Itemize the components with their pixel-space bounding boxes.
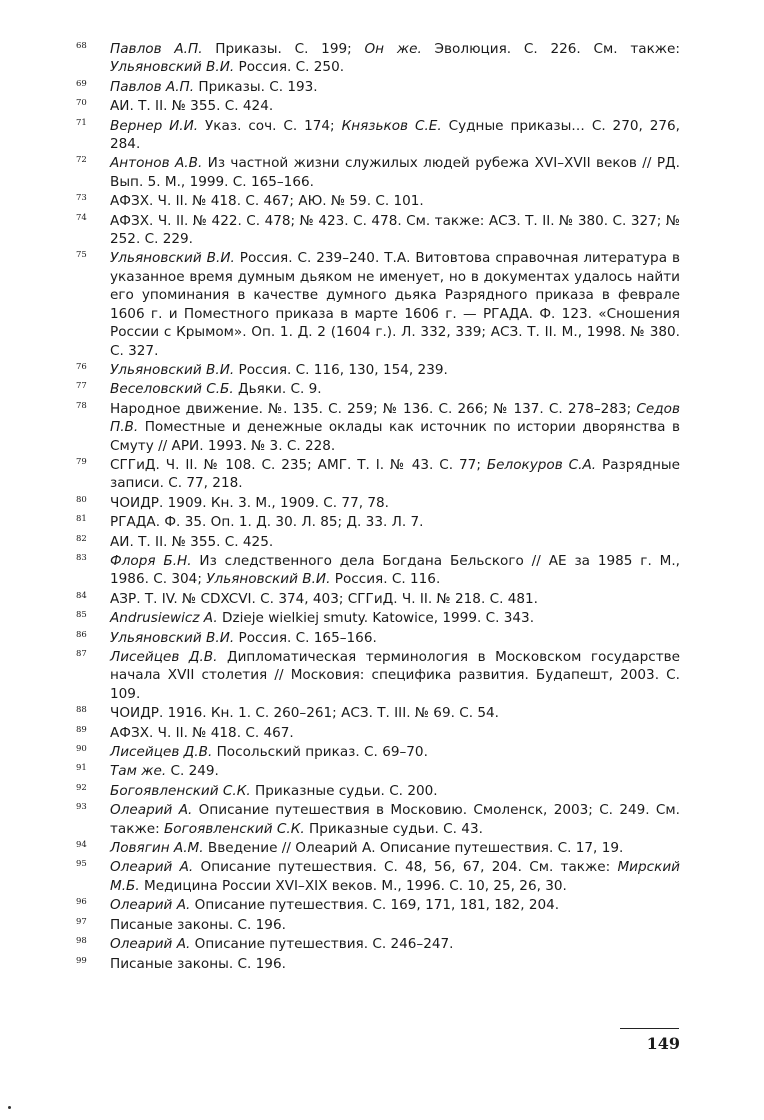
footnote-73 [76,192,680,210]
footnote-79 [76,456,680,493]
footnote-number: 72 [76,155,87,166]
footnote-citation: РГАДА. Ф. 35. Оп. 1. Д. 30. Л. 85; Д. 33. Л. 7. [110,514,424,531]
footnote-87 [76,648,680,703]
footnote-text [110,783,438,799]
footnote-author: Олеарий А. [110,936,191,953]
footnote-97 [76,916,680,934]
footnote-citation: АФЗХ. Ч. II. № 418. С. 467; АЮ. № 59. С. 101. [110,193,424,210]
footnote-text [110,840,623,856]
footnote-text [110,859,680,893]
footnote-number: 86 [76,629,87,640]
footnote-number: 90 [76,744,87,755]
footnote-text [110,649,680,702]
footnote-citation: Из следственного дела Богдана Бельского // АЕ за 1985 г. М., 1986. С. 304; [110,552,680,588]
footnote-96 [76,896,680,914]
footnote-69 [76,78,680,96]
footnote-text [110,362,448,378]
footnote-author: Белокуров С.А. [486,456,597,473]
footnote-94 [76,839,680,857]
footnote-author: Богоявленский С.К. [163,820,305,837]
footnote-citation: Из частной жизни служилых людей рубежа XVI–XVII веков // РД. Вып. 5. М., 1999. С. 165–166. [110,155,680,190]
footnote-author: Ульяновский В.И. [110,361,235,378]
footnote-number: 69 [76,78,87,89]
footnote-author: Ульяновский В.И. [206,571,331,588]
footnote-citation: Приказы. С. 199; [202,41,365,57]
footnote-citation: АФЗХ. Ч. II. № 422. С. 478; № 423. С. 478. См. также: АСЗ. Т. II. № 380. С. 327; № 252. С. 229. [110,212,680,248]
footnote-citation: Поместные и денежные оклады как источник по истории дворянства в Смуту // АРИ. 1993. № 3. С. 228. [110,419,680,454]
footnote-77 [76,380,680,398]
page-number: 149 [646,1034,680,1053]
footnote-number: 70 [76,98,87,109]
footnotes-list [76,40,680,974]
footnote-text [110,250,680,358]
footnote-text [110,155,680,189]
footnote-86 [76,629,680,647]
footnote-75 [76,249,680,359]
footnote-number: 80 [76,494,87,505]
footnote-text [110,98,273,114]
footnote-citation: Посольский приказ. С. 69–70. [212,744,428,761]
footnote-citation: АЗР. Т. IV. № CDXCVI. С. 374, 403; СГГиД. Ч. II. № 218. С. 481. [110,590,538,607]
footnote-text [110,763,219,779]
footnote-number: 94 [76,840,87,851]
footnote-83 [76,552,680,589]
footnote-author: Вернер И.И. [110,117,199,134]
footnote-citation: Писаные законы. С. 196. [110,955,286,972]
footnote-citation: Описание путешествия. С. 246–247. [190,936,454,953]
footnote-text [110,401,680,454]
footnote-number: 79 [76,456,87,467]
footnote-84 [76,590,680,608]
footnote-76 [76,361,680,379]
footnote-85 [76,609,680,627]
footnote-71 [76,117,680,154]
footnote-citation: Россия. С. 250. [234,59,345,76]
footnote-author: Ульяновский В.И. [110,59,235,76]
footnote-number: 88 [76,705,87,716]
footnote-text [110,213,680,247]
footnote-text [110,705,499,721]
footnote-68 [76,40,680,77]
footnote-74 [76,212,680,249]
scan-speck [8,1106,11,1109]
footnote-citation: ЧОИДР. 1916. Кн. 1. С. 260–261; АСЗ. Т. III. № 69. С. 54. [110,705,499,722]
footnote-90 [76,743,680,761]
footnote-number: 77 [76,381,87,392]
footnote-author: Ульяновский В.И. [110,629,235,646]
footnote-text [110,917,286,933]
footnote-author: Лисейцев Д.В. [110,649,218,665]
footnote-author: Богоявленский С.К. [110,782,251,799]
footnote-citation: Судные приказы… С. 270, 276, 284. [110,117,681,153]
footnote-number: 87 [76,649,87,659]
footnote-text [110,725,294,741]
footnote-92 [76,782,680,800]
footnote-number: 91 [76,763,87,774]
footnote-author: Там же. [110,763,167,780]
footnote-80 [76,494,680,512]
footnote-number: 84 [76,590,87,601]
footnote-author: Он же. [364,41,422,57]
footnote-91 [76,762,680,780]
footnote-citation: АИ. Т. II. № 355. С. 425. [110,533,274,550]
footnote-citation: Дьяки. С. 9. [233,381,322,398]
footnote-citation: Введение // Олеарий А. Описание путешествия. С. 17, 19. [203,840,624,857]
footnote-text [110,897,559,913]
footnote-number: 85 [76,610,87,621]
footnote-citation: Приказные судьи. С. 200. [250,782,438,799]
footnote-number: 82 [76,533,87,544]
footnote-number: 98 [76,936,87,947]
footnote-citation: ЧОИДР. 1909. Кн. 3. М., 1909. С. 77, 78. [110,494,389,511]
footnote-text [110,79,318,95]
footnote-citation: Россия. С. 239–240. Т.А. Витовтова справочная литература в указанное время думным дьяком не именует, но в документах удалось найти его упоминания в качестве думного дьяка Разрядного приказа в феврале 1606 г. и Поместного приказа в марте 1606 г. — РГАДА. Ф. 123. «Сношения России с Крымом». Оп. 1. Д. 2 (1604 г.). Л. 332, 339; АСЗ. Т. II. М., 1998. № 380. С. 327. [110,250,680,359]
footnote-citation: СГГиД. Ч. II. № 108. С. 235; АМГ. Т. I. № 43. С. 77; [110,456,487,473]
footnote-number: 76 [76,361,87,372]
footnote-text [110,553,680,587]
footnote-text [110,630,377,646]
footnote-citation: Россия. С. 116, 130, 154, 239. [234,361,448,378]
footnote-citation: Россия. С. 116. [330,571,441,588]
footnote-citation: Приказы. С. 193. [194,78,318,95]
footnote-99 [76,955,680,973]
footnote-text [110,744,428,760]
footnote-number: 78 [76,400,87,411]
footnote-citation: Писаные законы. С. 196. [110,916,286,933]
footnote-author: Князьков С.Е. [341,117,442,134]
footnote-70 [76,97,680,115]
footnote-number: 71 [76,117,87,128]
footnote-citation: АФЗХ. Ч. II. № 418. С. 467. [110,724,294,741]
footnote-89 [76,724,680,742]
footnote-citation: Медицина России XVI–XIX веков. М., 1996. С. 10, 25, 26, 30. [139,877,567,894]
footnote-text [110,381,322,397]
footnote-text [110,936,454,952]
footnote-citation: Описание путешествия. С. 169, 171, 181, 182, 204. [190,897,560,914]
footnote-citation: Указ. соч. С. 174; [198,117,342,134]
footnote-number: 83 [76,552,87,563]
footnote-citation: Описание путешествия в Московию. Смоленск, 2003; С. 249. См. также: [110,802,680,837]
footnote-author: Ульяновский В.И. [110,250,235,267]
footnote-81 [76,513,680,531]
page-number-rule [620,1028,679,1029]
footnote-citation: АИ. Т. II. № 355. С. 424. [110,98,274,115]
footnote-citation: Разрядные записи. С. 77, 218. [110,456,680,492]
footnote-number: 95 [76,859,87,870]
footnote-text [110,495,389,511]
footnote-author: Ловягин А.М. [110,840,204,857]
footnote-88 [76,704,680,722]
footnote-citation: Описание путешествия. С. 48, 56, 67, 204. См. также: [193,859,618,876]
footnote-citation: С. 249. [166,763,219,780]
footnote-text [110,514,423,530]
footnote-author: Антонов А.В. [110,155,203,172]
footnote-number: 68 [76,41,87,51]
footnote-author: Седов П.В. [110,400,680,436]
footnote-citation: Эволюция. С. 226. См. также: [421,41,680,57]
footnote-98 [76,935,680,953]
footnote-author: Флоря Б.Н. [110,552,192,569]
footnote-number: 92 [76,782,87,793]
footnote-citation: Россия. С. 165–166. [234,629,377,646]
footnote-text [110,41,680,75]
footnote-number: 73 [76,193,87,204]
footnote-text [110,534,273,550]
footnote-author: Павлов А.П. [110,41,203,57]
footnote-author: Олеарий А. [110,859,194,876]
footnote-72 [76,154,680,191]
footnote-number: 93 [76,802,87,813]
footnote-citation: Дипломатическая терминология в Московском государстве начала XVII столетия // Московия: специфика развития. Будапешт, 2003. С. 109. [110,649,680,702]
footnote-text [110,802,680,836]
footnote-text [110,457,680,491]
footnote-author: Павлов А.П. [110,78,195,95]
footnote-78 [76,400,680,455]
footnote-text [110,118,680,152]
footnote-number: 74 [76,212,87,223]
footnote-number: 75 [76,250,87,261]
footnote-text [110,193,424,209]
footnote-text [110,956,286,972]
footnote-citation: Приказные судьи. С. 43. [304,820,483,837]
footnote-number: 81 [76,514,87,525]
footnote-citation: Народное движение. №. 135. С. 259; № 136. С. 266; № 137. С. 278–283; [110,400,637,417]
footnote-citation: Dzieje wielkiej smuty. Katowice, 1999. С. 343. [217,610,535,627]
footnote-number: 96 [76,897,87,908]
footnote-93 [76,801,680,838]
footnote-author: Лисейцев Д.В. [110,744,213,761]
footnote-author: Олеарий А. [110,897,191,914]
footnote-number: 97 [76,916,87,927]
footnote-82 [76,533,680,551]
footnote-95 [76,858,680,895]
footnote-author: Andrusiewicz A. [110,610,218,627]
footnote-text [110,610,534,626]
footnote-text [110,591,538,607]
footnote-author: Мирский М.Б. [110,859,680,894]
footnote-author: Веселовский С.Б. [110,381,234,398]
footnote-number: 99 [76,955,87,966]
footnote-number: 89 [76,724,87,735]
footnote-author: Олеарий А. [110,802,193,819]
